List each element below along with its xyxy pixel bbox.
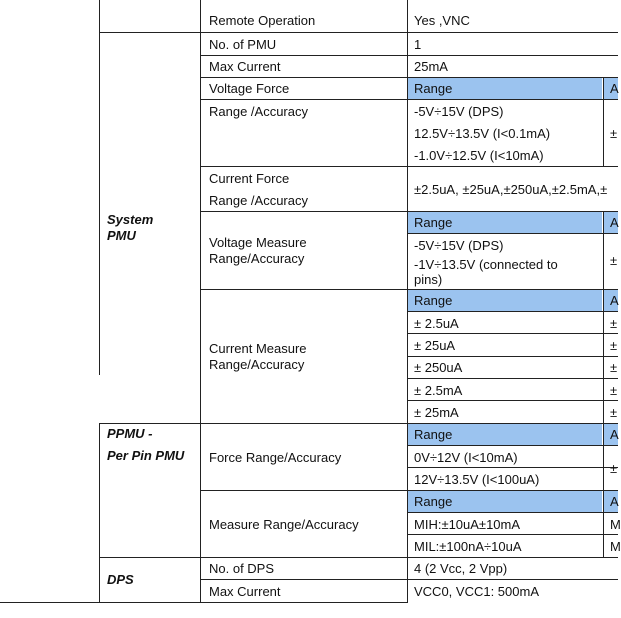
row-line: [200, 490, 618, 491]
label-col-line: [200, 0, 201, 603]
vm-acc-line: [603, 211, 604, 290]
cm-line-5: ± 25mA: [414, 405, 459, 420]
cm-line-3: ± 250uA: [414, 360, 463, 375]
cm-range-header: Range: [414, 293, 453, 308]
voltage-force-label: Voltage Force: [209, 81, 290, 96]
row-line: [200, 77, 618, 78]
pm-range-header: Range: [414, 494, 453, 509]
pm-acc-line: [603, 490, 604, 557]
pf-line-1: 0V÷12V (I<10mA): [414, 450, 518, 465]
row-line: [99, 557, 618, 558]
vf-acc-header: A: [610, 81, 619, 96]
pm-acc-mark-2: M: [610, 539, 621, 554]
row-line: [408, 311, 618, 312]
row-line: [408, 445, 618, 446]
ppmu-force-label: Force Range/Accuracy: [209, 450, 342, 465]
current-force-value: ±2.5uA, ±25uA,±250uA,±2.5mA,±: [414, 182, 608, 197]
remote-operation-value: Yes ,VNC: [414, 13, 470, 28]
pm-acc-header: A: [610, 494, 619, 509]
dps-max-current-value: VCC0, VCC1: 500mA: [414, 584, 539, 599]
pf-acc-mark: ±: [610, 461, 618, 476]
outer-left-line: [99, 0, 100, 375]
current-force-label: Current Force: [209, 171, 290, 186]
row-line: [200, 99, 618, 100]
vf-range-header: Range: [414, 81, 453, 96]
vf-line-2: 12.5V÷13.5V (I<0.1mA): [414, 126, 551, 141]
vf-line-1: -5V÷15V (DPS): [414, 104, 504, 119]
cm-acc-mark-4: ±: [610, 383, 618, 398]
group-system-label: System PMU: [107, 212, 154, 243]
vm-range-header: Range: [414, 215, 453, 230]
no-of-pmu-value: 1: [414, 37, 422, 52]
vm-line-2: -1V÷13.5V (connected to pins): [414, 257, 558, 287]
cm-line-2: ± 25uA: [414, 338, 456, 353]
row-line: [408, 534, 618, 535]
cm-acc-mark-1: ±: [610, 316, 618, 331]
row-line: [200, 289, 618, 290]
group-ppmu-label: PPMU - Per Pin PMU: [107, 426, 185, 463]
row-line: [408, 378, 618, 379]
row-line: [99, 423, 618, 424]
remote-operation-label: Remote Operation: [209, 13, 316, 28]
dps-max-current-label: Max Current: [209, 584, 281, 599]
cm-acc-header: A: [610, 293, 619, 308]
outer-left-line-lower: [99, 423, 100, 603]
cm-acc-mark-5: ±: [610, 405, 618, 420]
cm-acc-mark-2: ±: [610, 338, 618, 353]
pf-range-header: Range: [414, 427, 453, 442]
pm-line-1: MIH:±10uA±10mA: [414, 517, 521, 532]
pf-line-2: 12V÷13.5V (I<100uA): [414, 472, 540, 487]
voltage-force-label-2: Range /Accuracy: [209, 104, 308, 119]
no-of-dps-value: 4 (2 Vcc, 2 Vpp): [414, 561, 508, 576]
row-line: [408, 400, 618, 401]
row-line: [200, 579, 618, 580]
max-current-label: Max Current: [209, 59, 281, 74]
no-of-pmu-label: No. of PMU: [209, 37, 277, 52]
row-line: [408, 356, 618, 357]
current-measure-label-2: Range/Accuracy: [209, 357, 305, 372]
vf-line-3: -1.0V÷12.5V (I<10mA): [414, 148, 544, 163]
max-current-value: 25mA: [414, 59, 448, 74]
cm-line-4: ± 2.5mA: [414, 383, 463, 398]
pf-acc-header: A: [610, 427, 619, 442]
pm-line-2: MIL:±100nA÷10uA: [414, 539, 522, 554]
row-line: [200, 211, 618, 212]
table-bottom-line: [0, 602, 408, 603]
row-line: [408, 333, 618, 334]
cm-acc-mark-3: ±: [610, 360, 618, 375]
current-force-label-2: Range /Accuracy: [209, 193, 308, 208]
group-dps-label: DPS: [107, 572, 134, 587]
vf-acc-line: [603, 77, 604, 166]
row-line: [200, 55, 618, 56]
row-line: [99, 32, 618, 33]
vm-line-1: -5V÷15V (DPS): [414, 238, 504, 253]
vm-acc-mark: ±: [610, 253, 618, 268]
ppmu-measure-label: Measure Range/Accuracy: [209, 517, 359, 532]
voltage-measure-label: Voltage Measure: [209, 235, 307, 250]
vm-acc-header: A: [610, 215, 619, 230]
vf-acc-mark: ±: [610, 126, 618, 141]
no-of-dps-label: No. of DPS: [209, 561, 275, 576]
cm-line-1: ± 2.5uA: [414, 316, 459, 331]
row-line: [408, 233, 618, 234]
row-line: [408, 512, 618, 513]
pf-acc-line: [603, 423, 604, 490]
pm-acc-mark-1: M: [610, 517, 621, 532]
voltage-measure-label-2: Range/Accuracy: [209, 251, 305, 266]
current-measure-label: Current Measure: [209, 341, 307, 356]
row-line: [408, 467, 618, 468]
row-line: [200, 166, 618, 167]
